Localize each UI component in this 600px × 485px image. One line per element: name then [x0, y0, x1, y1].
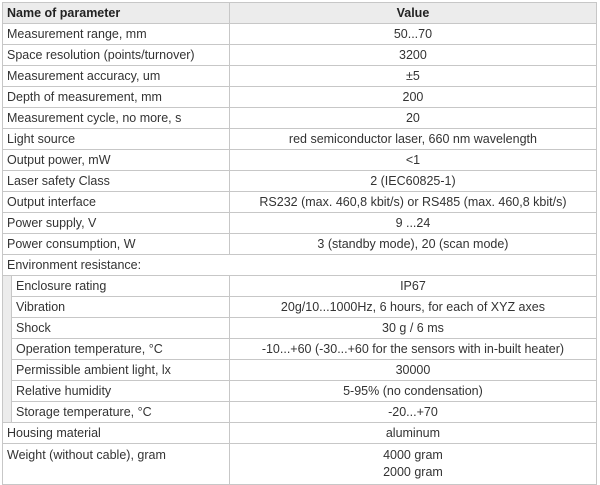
indent-marker: [3, 360, 12, 381]
param-name: Enclosure rating: [12, 276, 230, 297]
parameter-table: [2, 2, 597, 485]
param-name: Relative humidity: [12, 381, 230, 402]
table-row: [3, 444, 597, 485]
param-value: 2 (IEC60825-1): [229, 171, 596, 192]
table-row: [3, 234, 597, 255]
table-row: [3, 108, 597, 129]
indent-marker: [3, 318, 12, 339]
param-value: IP67: [229, 276, 596, 297]
param-value: ±5: [229, 66, 596, 87]
table-row: [3, 66, 597, 87]
param-name: Housing material: [3, 423, 230, 444]
param-name: Light source: [3, 129, 230, 150]
param-name: Output power, mW: [3, 150, 230, 171]
weight-value-line: 2000 gram: [383, 465, 443, 479]
param-value: 5-95% (no condensation): [229, 381, 596, 402]
param-name: Measurement range, mm: [3, 24, 230, 45]
param-value: red semiconductor laser, 660 nm wavelength: [229, 129, 596, 150]
param-value: aluminum: [229, 423, 596, 444]
indent-marker: [3, 297, 12, 318]
param-value: 20g/10...1000Hz, 6 hours, for each of XYZ axes: [229, 297, 596, 318]
param-value: 9 ...24: [229, 213, 596, 234]
section-row: [3, 255, 597, 276]
param-name: Power supply, V: [3, 213, 230, 234]
column-header-value: Value: [229, 3, 596, 24]
indent-marker: [3, 402, 12, 423]
parameter-table-container: [2, 2, 597, 485]
sub-table-row: [3, 360, 597, 381]
param-value: 30000: [229, 360, 596, 381]
indent-marker: [3, 381, 12, 402]
table-row: [3, 213, 597, 234]
param-value: 200: [229, 87, 596, 108]
param-name: Permissible ambient light, lx: [12, 360, 230, 381]
sub-table-row: [3, 339, 597, 360]
section-title: Environment resistance:: [3, 255, 597, 276]
table-row: [3, 171, 597, 192]
param-value: -10...+60 (-30...+60 for the sensors with in-built heater): [229, 339, 596, 360]
param-name: Storage temperature, °C: [12, 402, 230, 423]
table-row: [3, 129, 597, 150]
sub-table-row: [3, 297, 597, 318]
param-value: 30 g / 6 ms: [229, 318, 596, 339]
param-value: RS232 (max. 460,8 kbit/s) or RS485 (max. 460,8 kbit/s): [229, 192, 596, 213]
indent-marker: [3, 276, 12, 297]
param-name: Laser safety Class: [3, 171, 230, 192]
indent-marker: [3, 339, 12, 360]
param-name: Shock: [12, 318, 230, 339]
sub-table-row: [3, 381, 597, 402]
param-value-multi: [229, 444, 596, 485]
param-value: 20: [229, 108, 596, 129]
param-name: Measurement cycle, no more, s: [3, 108, 230, 129]
table-header-row: [3, 3, 597, 24]
sub-table-row: [3, 402, 597, 423]
param-name: Depth of measurement, mm: [3, 87, 230, 108]
param-name: Space resolution (points/turnover): [3, 45, 230, 66]
param-value: 3200: [229, 45, 596, 66]
param-name: Weight (without cable), gram: [3, 444, 230, 485]
weight-value-line: 4000 gram: [383, 448, 443, 462]
param-value: 3 (standby mode), 20 (scan mode): [229, 234, 596, 255]
table-row: [3, 192, 597, 213]
param-name: Operation temperature, °C: [12, 339, 230, 360]
table-row: [3, 24, 597, 45]
table-row: [3, 423, 597, 444]
sub-table-row: [3, 318, 597, 339]
param-name: Measurement accuracy, um: [3, 66, 230, 87]
param-name: Power consumption, W: [3, 234, 230, 255]
param-name: Vibration: [12, 297, 230, 318]
table-row: [3, 87, 597, 108]
column-header-name: Name of parameter: [3, 3, 230, 24]
table-row: [3, 45, 597, 66]
param-value: -20...+70: [229, 402, 596, 423]
param-value: 50...70: [229, 24, 596, 45]
table-row: [3, 150, 597, 171]
param-value: <1: [229, 150, 596, 171]
sub-table-row: [3, 276, 597, 297]
param-name: Output interface: [3, 192, 230, 213]
